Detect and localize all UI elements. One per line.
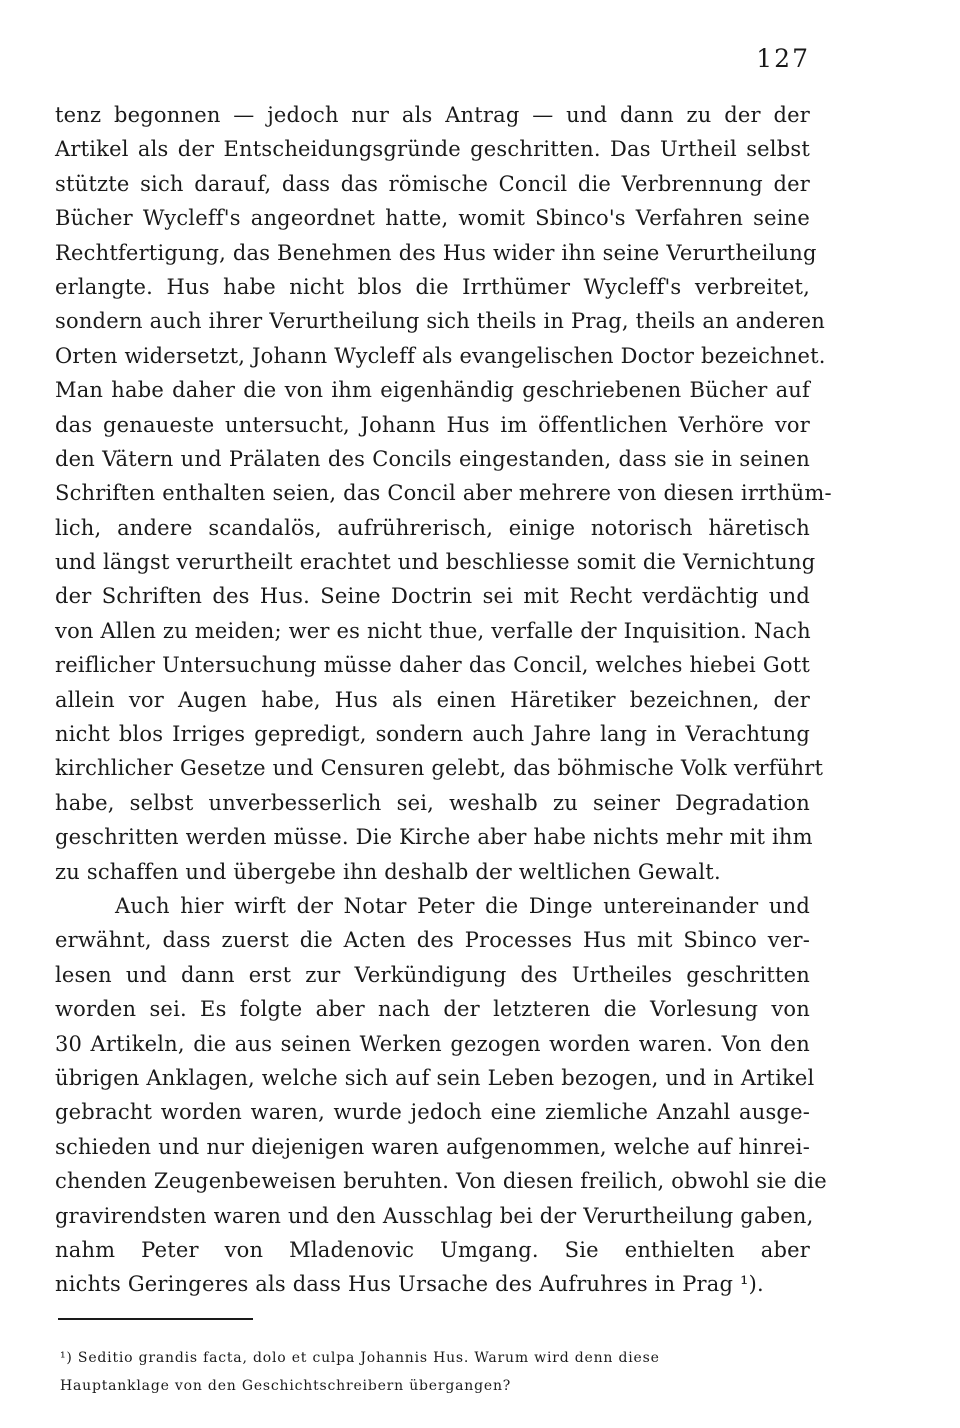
text-line: zu schaffen und übergebe ihn deshalb der weltlichen Gewalt. [55,859,721,884]
text-line: kirchlicher Gesetze und Censuren gelebt, das böhmische Volk verführt [55,756,824,781]
text-line: stützte sich darauf, dass das römische Concil die Verbrennung der [55,171,810,196]
text-line: 30 Artikeln, die aus seinen Werken gezogen worden waren. Von den [55,1031,810,1056]
footnotes [60,1344,805,1400]
footnote-line: ¹) Seditio grandis facta, dolo et culpa Johannis Hus. Warum wird denn diese [60,1350,660,1366]
text-line: nicht blos Irriges gepredigt, sondern auch Jahre lang in Verachtung [55,722,810,747]
text-line: den Vätern und Prälaten des Concils eingestanden, dass sie in seinen [55,446,810,471]
text-line: Auch hier wirft der Notar Peter die Dinge untereinander und [115,893,810,918]
text-line: allein vor Augen habe, Hus als einen Häretiker bezeichnen, der [55,687,810,712]
text-line: Rechtfertigung, das Benehmen des Hus wider ihn seine Verurtheilung [55,240,817,265]
footnote-line: Hauptanklage von den Geschichtschreibern übergangen? [60,1378,512,1394]
text-line: Man habe daher die von ihm eigenhändig geschriebenen Bücher auf [55,378,810,403]
text-line: nahm Peter von Mladenovic Umgang. Sie enthielten aber [55,1237,810,1262]
page-number: 127 [756,44,810,73]
text-line: reiflicher Untersuchung müsse daher das Concil, welches hiebei Gott [55,653,810,678]
text-line: tenz begonnen — jedoch nur als Antrag — und dann zu der der [55,103,810,127]
text-line: Orten widersetzt, Johann Wycleff als evangelischen Doctor bezeichnet. [55,343,826,368]
text-line: übrigen Anklagen, welche sich auf sein Leben bezogen, und in Artikel [55,1065,815,1090]
text-line: und längst verurtheilt erachtet und beschliesse somit die Vernichtung [55,550,816,575]
text-line: von Allen zu meiden; wer es nicht thue, verfalle der Inquisition. Nach [55,618,811,643]
text-line: Schriften enthalten seien, das Concil aber mehrere von diesen irrthüm- [55,481,832,506]
text-line: gebracht worden waren, wurde jedoch eine ziemliche Anzahl ausge- [55,1100,810,1125]
text-line: erwähnt, dass zuerst die Acten des Processes Hus mit Sbinco ver- [55,928,810,953]
text-line: habe, selbst unverbesserlich sei, weshalb zu seiner Degradation [55,790,810,815]
text-line: geschritten werden müsse. Die Kirche aber habe nichts mehr mit ihm [55,825,813,850]
footnote-divider [58,1318,253,1320]
text-line: der Schriften des Hus. Seine Doctrin sei mit Recht verdächtig und [55,584,810,609]
text-line: chenden Zeugenbeweisen beruhten. Von diesen freilich, obwohl sie die [55,1169,827,1194]
text-line: gravirendsten waren und den Ausschlag bei der Verurtheilung gaben, [55,1203,814,1228]
text-line: erlangte. Hus habe nicht blos die Irrthümer Wycleff's verbreitet, [55,274,810,299]
text-line: Bücher Wycleff's angeordnet hatte, womit Sbinco's Verfahren seine [55,206,810,231]
text-line: das genaueste untersucht, Johann Hus im öffentlichen Verhöre vor [55,412,810,437]
text-line: lich, andere scandalös, aufrührerisch, einige notorisch häretisch [55,515,810,540]
text-line: schieden und nur diejenigen waren aufgenommen, welche auf hinrei- [55,1134,810,1159]
text-line: sondern auch ihrer Verurtheilung sich theils in Prag, theils an anderen [55,309,825,334]
text-line: Artikel als der Entscheidungsgründe geschritten. Das Urtheil selbst [55,137,810,162]
text-line: nichts Geringeres als dass Hus Ursache des Aufruhres in Prag ¹). [55,1272,764,1297]
text-line: lesen und dann erst zur Verkündigung des Urtheiles geschritten [55,962,810,987]
text-line: worden sei. Es folgte aber nach der letzteren die Vorlesung von [55,997,810,1022]
body-text [55,98,832,1302]
